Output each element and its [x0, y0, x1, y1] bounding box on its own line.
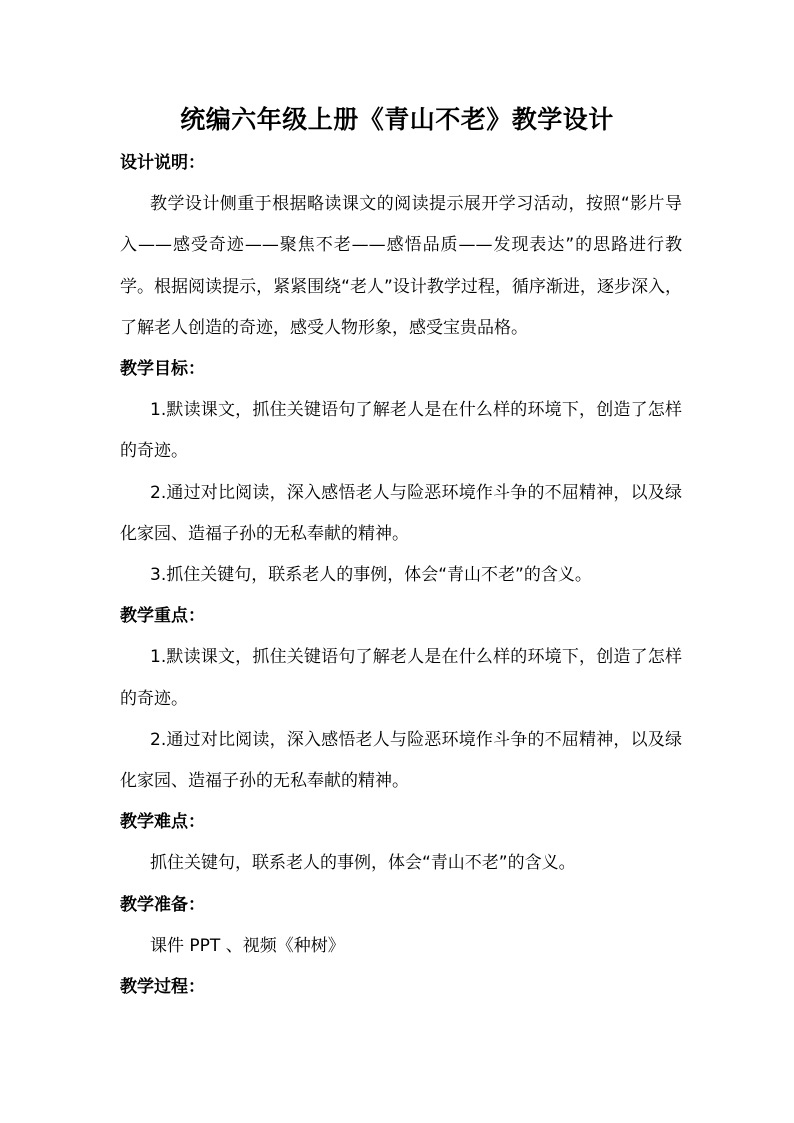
section-heading-key-points: 教学重点：	[120, 606, 205, 627]
key-point-item-2: 2.通过对比阅读，深入感悟老人与险恶环境作斗争的不屈精神，以及绿化家园、造福子孙的无私奉献的精神。	[120, 729, 682, 792]
goal-item-1: 1.默读课文，抓住关键语句了解老人是在什么样的环境下，创造了怎样的奇迹。	[120, 400, 682, 462]
difficulty-paragraph: 抓住关键句，联系老人的事例，体会“青山不老”的含义。	[150, 853, 576, 874]
section-heading-preparation: 教学准备：	[120, 894, 205, 915]
document-body	[120, 143, 682, 1008]
goal-item-2: 2.通过对比阅读，深入感悟老人与险恶环境作斗争的不屈精神，以及绿化家园、造福子孙的无私奉献的精神。	[120, 482, 682, 544]
section-heading-difficulties: 教学难点：	[120, 812, 205, 833]
section-heading-goals: 教学目标：	[120, 359, 205, 380]
section-heading-process: 教学过程：	[120, 977, 205, 998]
section-heading-design-note: 设计说明：	[120, 153, 205, 173]
document-title: 统编六年级上册《青山不老》教学设计	[180, 105, 614, 134]
preparation-paragraph: 课件 PPT 、视频《种树》	[150, 935, 345, 956]
design-note-paragraph: 教学设计侧重于根据略读课文的阅读提示展开学习活动，按照“影片导入——感受奇迹——聚焦不老——感悟品质——发现表达”的思路进行教学。根据阅读提示，紧紧围绕“老人”设计教学过程，循序渐进，逐步深入，了解老人创造的奇迹，感受人物形象，感受宝贵品格。	[120, 194, 682, 338]
goal-item-3: 3.抓住关键句，联系老人的事例，体会“青山不老”的含义。	[150, 565, 592, 586]
key-point-item-1: 1.默读课文，抓住关键语句了解老人是在什么样的环境下，创造了怎样的奇迹。	[120, 647, 682, 709]
